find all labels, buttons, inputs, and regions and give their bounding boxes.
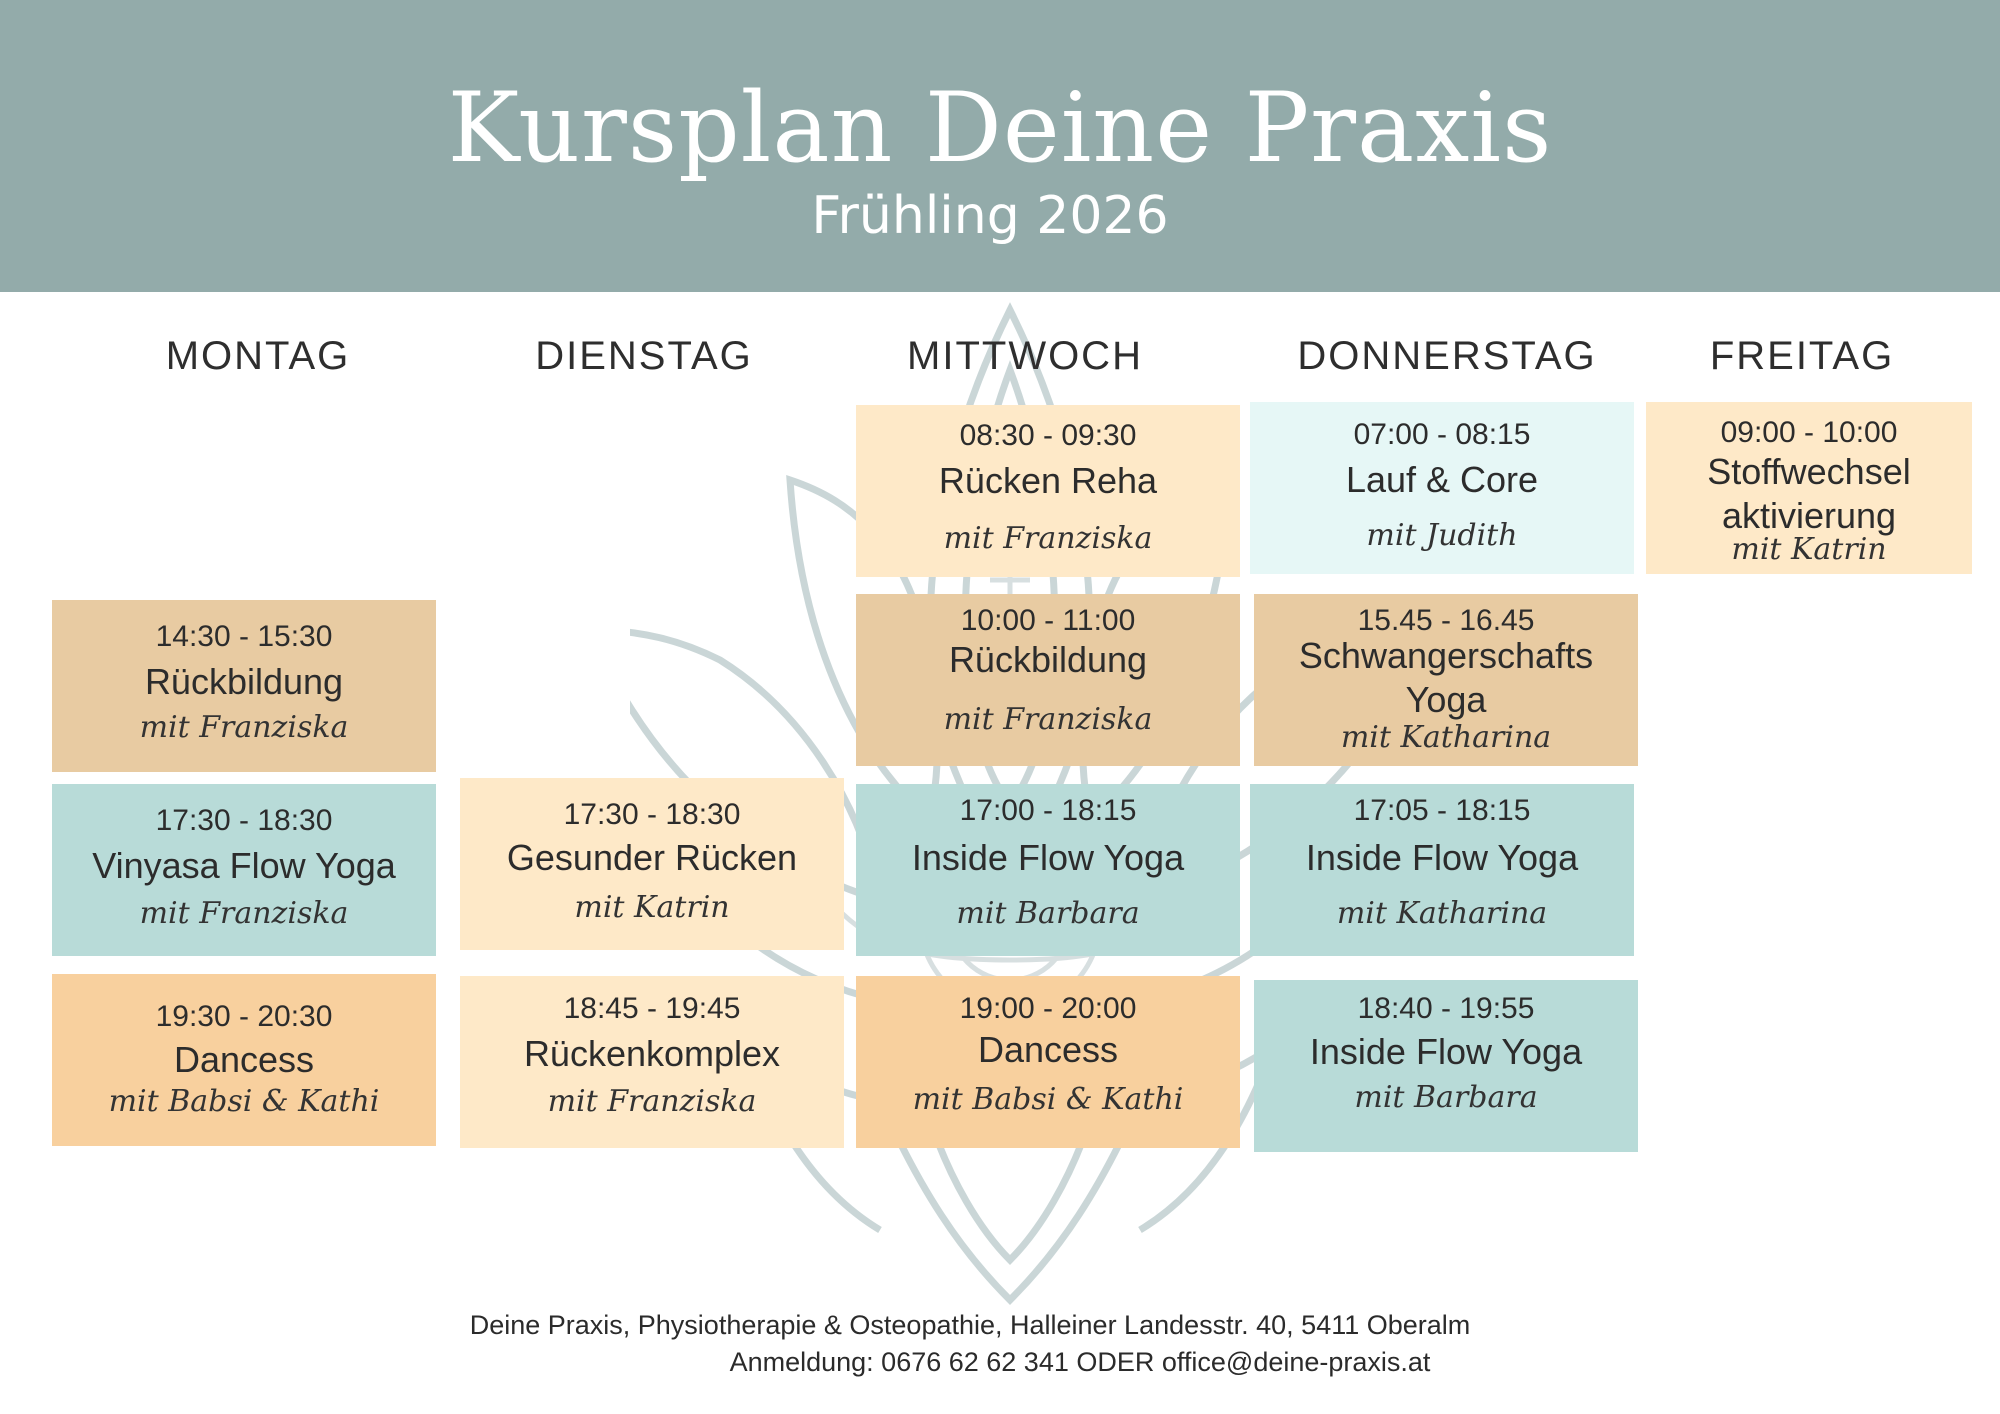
course-card xyxy=(1646,402,1972,574)
course-card xyxy=(1254,594,1638,766)
course-name: Gesunder Rücken xyxy=(506,837,798,878)
course-name: Inside Flow Yoga xyxy=(911,837,1185,878)
course-name: Inside Flow Yoga xyxy=(1305,837,1579,878)
footer-contact: Anmeldung: 0676 62 62 341 ODER office@deine-praxis.at xyxy=(729,1347,1431,1377)
course-time: 19:00 - 20:00 xyxy=(959,992,1137,1025)
course-time: 18:45 - 19:45 xyxy=(563,992,741,1025)
course-teacher: mit Katharina xyxy=(1340,720,1552,755)
course-teacher: mit Babsi & Kathi xyxy=(912,1082,1184,1117)
course-card xyxy=(856,594,1240,766)
course-teacher: mit Katrin xyxy=(574,890,730,925)
course-time: 17:00 - 18:15 xyxy=(959,794,1137,827)
course-name: Rücken Reha xyxy=(938,460,1158,501)
footer-address: Deine Praxis, Physiotherapie & Osteopathie, Halleiner Landesstr. 40, 5411 Oberalm xyxy=(469,1310,1471,1340)
day-header-mittwoch: MITTWOCH xyxy=(907,334,1143,378)
course-teacher: mit Franziska xyxy=(943,521,1153,556)
day-header-montag: MONTAG xyxy=(165,334,351,378)
course-time: 10:00 - 11:00 xyxy=(960,604,1136,637)
course-time: 09:00 - 10:00 xyxy=(1720,416,1898,449)
course-teacher: mit Barbara xyxy=(956,896,1140,931)
course-time: 14:30 - 15:30 xyxy=(155,620,333,653)
course-teacher: mit Franziska xyxy=(547,1084,757,1119)
course-teacher: mit Katharina xyxy=(1336,896,1548,931)
course-teacher: mit Franziska xyxy=(139,710,349,745)
course-card xyxy=(460,976,844,1148)
course-name: Rückbildung xyxy=(144,661,344,702)
course-time: 15.45 - 16.45 xyxy=(1357,604,1535,637)
course-card xyxy=(1250,784,1634,956)
course-card xyxy=(52,784,436,956)
course-teacher: mit Franziska xyxy=(943,702,1153,737)
course-name: Inside Flow Yoga xyxy=(1309,1031,1583,1072)
course-name: Rückbildung xyxy=(948,639,1148,680)
course-card xyxy=(52,974,436,1146)
course-card xyxy=(856,405,1240,577)
course-time: 18:40 - 19:55 xyxy=(1357,992,1535,1025)
day-header-donnerstag: DONNERSTAG xyxy=(1297,334,1597,378)
course-time: 08:30 - 09:30 xyxy=(959,419,1137,452)
course-card xyxy=(52,600,436,772)
page-title: Kursplan Deine Praxis xyxy=(447,72,1553,184)
course-card xyxy=(1250,402,1634,574)
course-card xyxy=(460,778,844,950)
course-name: Dancess xyxy=(173,1039,315,1080)
course-time: 17:05 - 18:15 xyxy=(1353,794,1531,827)
day-header-dienstag: DIENSTAG xyxy=(535,334,753,378)
course-teacher: mit Katrin xyxy=(1731,532,1887,567)
course-time: 17:30 - 18:30 xyxy=(563,798,741,831)
course-teacher: mit Franziska xyxy=(139,896,349,931)
course-time: 17:30 - 18:30 xyxy=(155,804,333,837)
course-teacher: mit Judith xyxy=(1366,518,1518,553)
course-card xyxy=(856,976,1240,1148)
course-name: Schwangerschafts Yoga xyxy=(1298,635,1594,720)
course-card xyxy=(1254,980,1638,1152)
course-name: Rückenkomplex xyxy=(523,1033,781,1074)
course-time: 19:30 - 20:30 xyxy=(155,1000,333,1033)
day-header-freitag: FREITAG xyxy=(1709,334,1895,378)
course-name: Stoffwechsel aktivierung xyxy=(1707,451,1911,536)
page-subtitle: Frühling 2026 xyxy=(811,186,1169,246)
course-card xyxy=(856,784,1240,956)
course-name: Dancess xyxy=(977,1029,1119,1070)
course-name: Lauf & Core xyxy=(1345,459,1539,500)
course-time: 07:00 - 08:15 xyxy=(1353,418,1531,451)
course-name: Vinyasa Flow Yoga xyxy=(92,845,396,886)
course-teacher: mit Babsi & Kathi xyxy=(108,1084,380,1119)
course-teacher: mit Barbara xyxy=(1354,1080,1538,1115)
